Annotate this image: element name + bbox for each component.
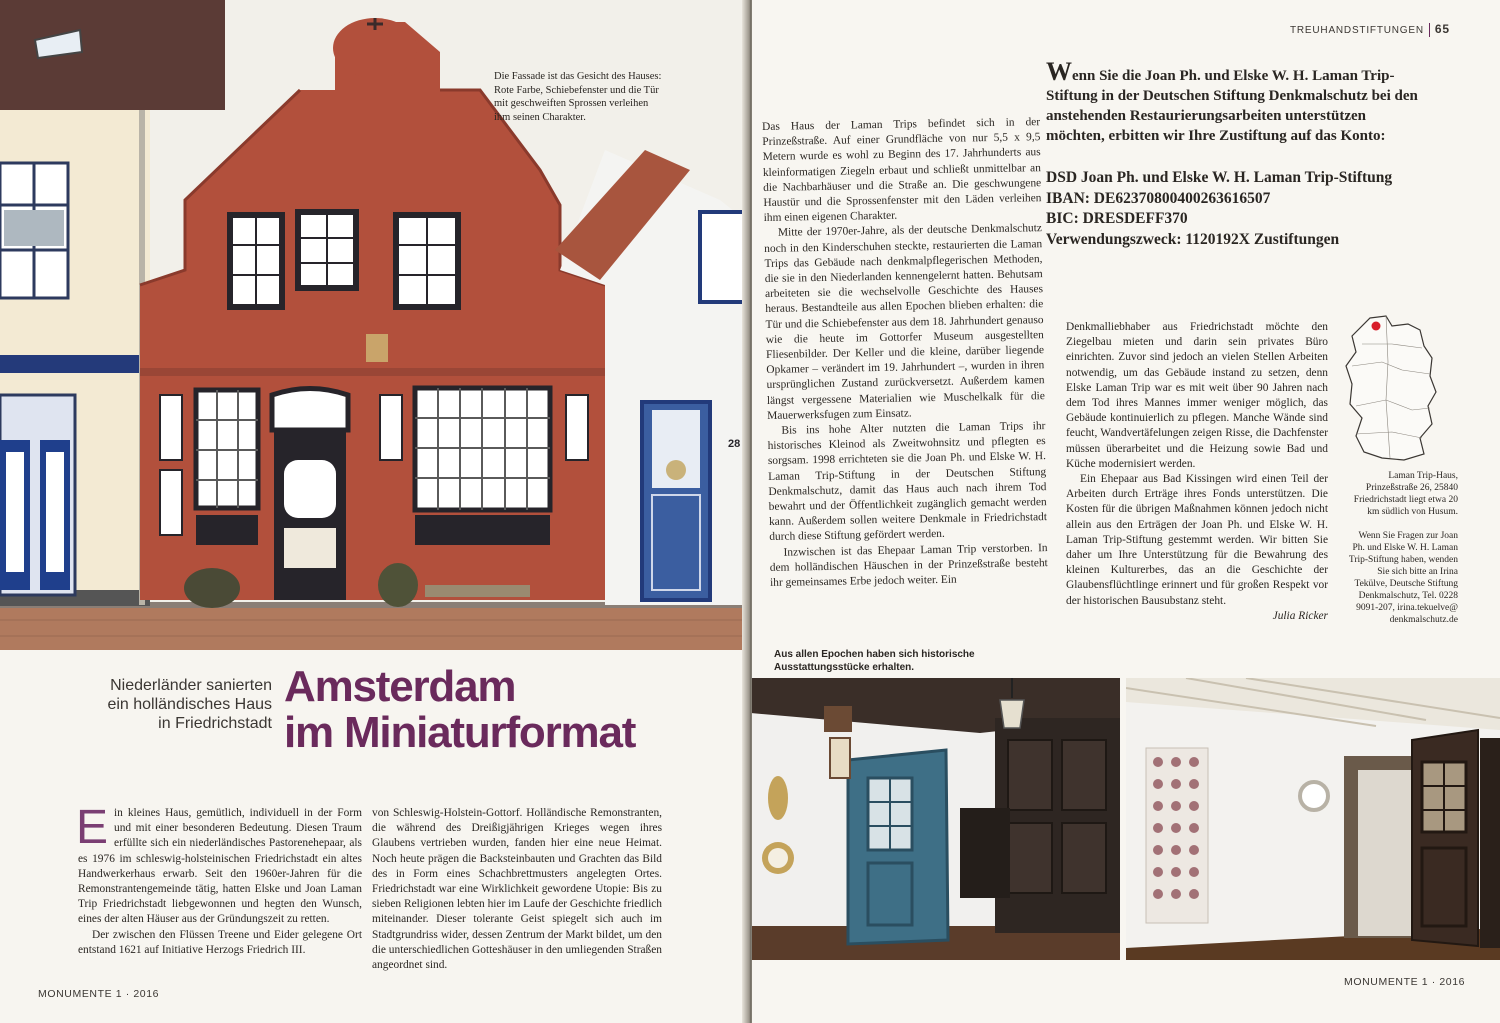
red-dot-icon bbox=[1372, 322, 1381, 331]
map-caption: Laman Trip-Haus, Prinzeßstraße 26, 25840 Friedrichstadt liegt etwa 20 km südlich von Husum. bbox=[1353, 471, 1458, 517]
right-col2-paragraph-1: Denkmalliebhaber aus Friedrichstadt möchte den Ziegelbau mieten und darin sein privates Büro einrichten. Zuvor sind jedoch an vielen Stellen Arbeiten notwendig, um das Gebäude instand zu setzen, denn Elske Laman Trip war es mit weit über 90 Jahren nach dem Tod ihres Mannes immer weniger möglich, das Gebäude kontinuierlich zu pflegen. Manche Wände sind feucht, Wandvertäfelungen zeigen Risse, die Dachfenster müssen überarbeitet und die Heizung sowie Bad und Küche modernisiert werden. bbox=[1066, 321, 1328, 470]
left-column-2 bbox=[372, 806, 662, 973]
donation-box bbox=[1046, 57, 1426, 250]
info-sidebar bbox=[1346, 470, 1458, 626]
headline-line-2: im Miniaturformat bbox=[284, 708, 636, 757]
left-folio: MONUMENTE 1 · 2016 bbox=[38, 988, 160, 1000]
left-column-1 bbox=[76, 801, 362, 958]
left-col1-paragraph-2: Der zwischen den Flüssen Treene und Eider gelegene Ort entstand 1621 auf Initiative Herzogs Friedrich III. bbox=[78, 928, 362, 956]
account-bic: BIC: DRESDEFF370 bbox=[1046, 210, 1188, 227]
right-col1-paragraph-2: Mitte der 1970er-Jahre, als der deutsche Denkmalschutz noch in den Kinderschuhen steckte, restaurierten die Laman Trips das Gebäude nach denkmalpflegerischen Methoden, die sie in den Niederlanden kennengelernt hatten. Behutsam arbeiteten sie die wechselvolle Geschichte des Hauses heraus. Bestandteile aus allen Epochen blieben erhalten: die Tür und die Schiebefenster aus dem 18. Jahrhundert genauso wie die heute im Gottorfer Museum ausgestellten Fliesenbilder. Der Keller und die kleine, darüber liegende Opkamer – verändert im 19. Jahrhundert –, wurden in ihren ursprünglichen Zustand zurückversetzt. Außerdem kamen längst vergessene Materialien wie Muschelkalk für die Mauerwerksfugen zum Einsatz. bbox=[764, 222, 1045, 422]
contact-info: Wenn Sie Fragen zur Joan Ph. und Elske W. H. Laman Trip-Stiftung haben, wenden Sie sich bitte an Irina Tekülve, Deutsche Stiftung Denkmalschutz, Tel. 0228 9091-207, irina.tekuelve@ denkmalschutz.de bbox=[1348, 531, 1458, 625]
germany-map-icon bbox=[1342, 314, 1442, 464]
right-col2-paragraph-2: Ein Ehepaar aus Bad Kissingen wird einen Teil der Arbeiten durch Erträge ihres Fonds unterstützen. Die Kosten für die übrigen Maßnahmen können jedoch nicht allein aus den Erträgen der Joan Ph. und Elske W. H. Laman Trip-Stiftung gestemmt werden. Wir bitten Sie daher um Ihre Unterstützung für die Bewahrung des kleinen Kulturerbes, das an die Geschichte der Glaubensflüchtlinge erinnert und für großen Respekt vor der historischen Bausubstanz steht. bbox=[1066, 473, 1328, 607]
headline-line-1: Amsterdam bbox=[284, 662, 516, 711]
page-number: 65 bbox=[1434, 22, 1450, 36]
rooms-photo-caption: Aus allen Epochen haben sich historische Ausstattungsstücke erhalten. bbox=[774, 649, 975, 673]
account-iban: IBAN: DE62370800400263616507 bbox=[1046, 189, 1271, 207]
left-col2-paragraph-1: von Schleswig-Holstein-Gottorf. Holländische Remonstranten, die während des Dreißigjährigen Krieges wegen ihres Glaubens vertrieben wurden, fanden hier eine neue Heimat. Noch heute prägen die Backsteinbauten und Grachten das Bild des in Form eines Schachbrettmusters angelegten Ortes. Friedrichstadt war eine Wirklichkeit gewordene Utopie: Bis zu sieben Religionen lebten hier im Laufe der Geschichte friedlich miteinander. Dieser tolerante Geist spiegelt sich auch im Stadtgrundriss wider, dessen Zentrum der Markt bildet, um den die unterschiedlichen Gotteshäuser in den umliegenden Straßen angeordnet sind. bbox=[372, 807, 662, 972]
article-headline bbox=[284, 664, 744, 756]
donation-text: enn Sie die Joan Ph. und Elske W. H. Laman Trip-Stiftung in der Deutschen Stiftung Denkmalschutz bei den anstehenden Restaurierungsarbeiten unterstützen möchten, erbitten wir Ihre Zustiftung auf das Konto: bbox=[1046, 68, 1418, 144]
house-photo-caption: Die Fassade ist das Gesicht des Hauses: Rote Farbe, Schiebefenster und die Tür mit geschweiften Sprossen verleihen ihm seinen Charakter. bbox=[494, 71, 662, 123]
donation-appeal bbox=[1046, 57, 1426, 146]
author-signature: Julia Ricker bbox=[1272, 609, 1328, 622]
right-col1-paragraph-1: Das Haus der Laman Trips befindet sich in der Prinzeßstraße. Auf einer Grundfläche von nur 5,5 x 9,5 Metern wurde es wohl zu Beginn des 17. Jahrhunderts aus kleinformatigen Ziegeln erbaut und schließt unmittelbar an die Nachbarhäuser und die Straße an. Die geschwungene Haustür und die Sprossenfenster mit den Läden verleihen ihm einen eigenen Charakter. bbox=[762, 116, 1042, 225]
left-page bbox=[0, 0, 748, 1023]
right-col1-paragraph-3: Bis ins hohe Alter nutzten die Laman Trips ihr historisches Kleinod als Zweitwohnsitz und pflegten es sorgsam. 1998 errichteten sie die Joan Ph. und Elske W. H. Laman Trip-Stiftung in der Deutschen Stiftung Denkmalschutz, damit das Haus auch nach ihrem Tod bewahrt und der Öffentlichkeit zugänglich gemacht werden kann. Außerdem sollen weitere Denkmale in Friedrichstadt durch diese Stiftung gefördert werden. bbox=[767, 420, 1048, 544]
bank-account bbox=[1046, 168, 1426, 250]
right-page bbox=[752, 0, 1500, 1023]
section-title: TREUHANDSTIFTUNGEN bbox=[1290, 25, 1424, 36]
interior-photo-tiles bbox=[1126, 678, 1500, 960]
house-number: 28 bbox=[728, 438, 741, 450]
drop-cap: E bbox=[76, 801, 109, 854]
right-column-2 bbox=[1066, 320, 1328, 624]
account-name: DSD Joan Ph. und Elske W. H. Laman Trip-Stiftung bbox=[1046, 169, 1393, 186]
interior-photo-blue-door bbox=[752, 678, 1120, 960]
left-col1-paragraph-1: in kleines Haus, gemütlich, individuell in der Form und mit einer besonderen Bedeutung. Diesen Traum erfüllte sich ein niederländisches Pastorenehepaar, als es 1976 im schleswig-holsteinischen Friedrichstadt ein altes Handwerkerhaus erwarb. Seit den 1960er-Jahren für die Remonstrantengemeinde tätig, hatten Elske und Joan Laman Trip Friedrichstadt liebgewonnen und hegten den Wunsch, eines der alten Häuser aus der Gründungszeit zu retten. bbox=[78, 807, 362, 926]
right-col1-paragraph-4: Inzwischen ist das Ehepaar Laman Trip verstorben. In dem holländischen Häuschen in der Prinzeßstraße besteht ihr gemeinsames Erbe jedoch weiter. Ein bbox=[769, 541, 1048, 590]
header-divider bbox=[1429, 23, 1430, 37]
account-purpose: Verwendungszweck: 1120192X Zustiftungen bbox=[1046, 230, 1340, 248]
running-header bbox=[1290, 22, 1450, 37]
right-folio: MONUMENTE 1 · 2016 bbox=[1344, 976, 1466, 988]
article-kicker: Niederländer sanierten ein holländisches Haus in Friedrichstadt bbox=[107, 677, 272, 732]
donation-drop-cap: W bbox=[1046, 57, 1072, 86]
right-column-1 bbox=[762, 115, 1048, 591]
